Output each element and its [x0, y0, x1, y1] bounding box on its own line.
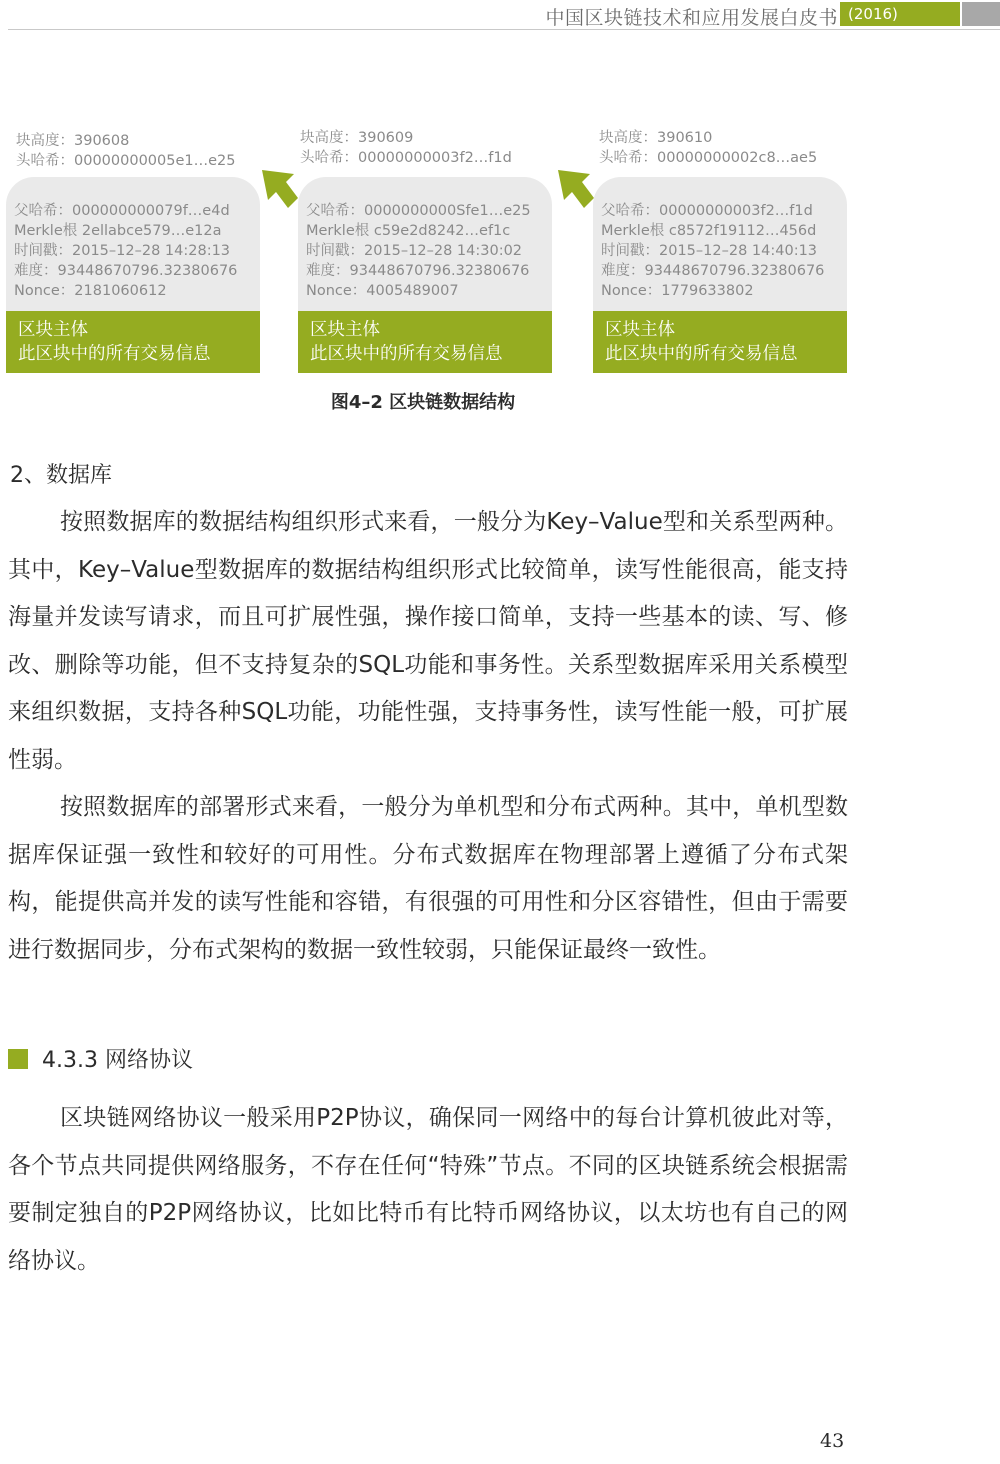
header-divider	[8, 29, 1000, 30]
block-header-fields	[601, 201, 824, 301]
parent-hash: 父哈希：00000000003f2…f1d	[601, 203, 813, 219]
nonce: Nonce：2181060612	[14, 283, 167, 299]
header-year-badge: (2016)	[840, 2, 960, 26]
difficulty: 难度：93448670796.32380676	[306, 263, 530, 279]
merkle-root: Merkle根 c8572f19112…456d	[601, 223, 817, 239]
block-390608	[6, 131, 260, 364]
block-header-fields	[14, 201, 237, 301]
block-390609	[298, 128, 552, 364]
block-body-desc: 此区块中的所有交易信息	[310, 344, 503, 364]
header-title: 中国区块链技术和应用发展白皮书	[545, 7, 838, 29]
timestamp: 时间戳：2015–12–28 14:30:02	[306, 243, 523, 259]
block-header-box	[298, 177, 552, 373]
block-390610	[593, 128, 847, 364]
timestamp: 时间戳：2015–12–28 14:40:13	[601, 243, 818, 259]
paragraph: 按照数据库的数据结构组织形式来看，一般分为Key–Value型和关系型两种。其中，Key–Value型数据库的数据结构组织形式比较简单，读写性能很高，能支持海量并发读写请求，而且可扩展性强，操作接口简单，支持一些基本的读、写、修改、删除等功能，但不支持复杂的SQL功能和事务性。关系型数据库采用关系模型来组织数据，支持各种SQL功能，功能性强，支持事务性，读写性能一般，可扩展性弱。	[8, 509, 848, 773]
header-gray-tab	[962, 2, 1000, 26]
section-square-icon	[8, 1049, 28, 1069]
nonce: Nonce：4005489007	[306, 283, 459, 299]
block-body	[593, 311, 847, 373]
difficulty: 难度：93448670796.32380676	[601, 263, 825, 279]
page-number: 43	[820, 1430, 845, 1452]
block-hash: 头哈希：00000000003f2…f1d	[300, 150, 512, 166]
paragraph: 按照数据库的部署形式来看，一般分为单机型和分布式两种。其中，单机型数据库保证强一致性和较好的可用性。分布式数据库在物理部署上遵循了分布式架构，能提供高并发的读写性能和容错，有很强的可用性和分区容错性，但由于需要进行数据同步，分布式架构的数据一致性较弱，只能保证最终一致性。	[8, 794, 848, 963]
merkle-root: Merkle根 c59e2d8242…ef1c	[306, 223, 511, 239]
block-body	[298, 311, 552, 373]
difficulty: 难度：93448670796.32380676	[14, 263, 238, 279]
block-hash: 头哈希：00000000005e1…e25	[16, 153, 236, 169]
block-body	[6, 311, 260, 373]
block-body-title: 区块主体	[605, 320, 675, 340]
timestamp: 时间戳：2015–12–28 14:28:13	[14, 243, 231, 259]
arrow-left-icon	[556, 168, 596, 210]
block-height: 块高度：390608	[16, 133, 130, 149]
arrow-left-icon	[260, 168, 300, 210]
block-header-box	[593, 177, 847, 373]
merkle-root: Merkle根 2ellabce579…e12a	[14, 223, 222, 239]
block-hash: 头哈希：00000000002c8…ae5	[599, 150, 818, 166]
section-heading-database: 2、数据库	[10, 463, 112, 488]
figure-caption: 图4–2 区块链数据结构	[330, 392, 516, 413]
block-body-title: 区块主体	[310, 320, 380, 340]
section-title: 4.3.3 网络协议	[42, 1048, 193, 1073]
page-header	[0, 0, 1000, 32]
block-body-desc: 此区块中的所有交易信息	[605, 344, 798, 364]
block-height: 块高度：390609	[300, 130, 414, 146]
nonce: Nonce：1779633802	[601, 283, 754, 299]
parent-hash: 父哈希：0000000000Sfe1…e25	[306, 203, 531, 219]
block-height: 块高度：390610	[599, 130, 713, 146]
block-header-box	[6, 177, 260, 373]
paragraph: 区块链网络协议一般采用P2P协议，确保同一网络中的每台计算机彼此对等，各个节点共同提供网络服务，不存在任何“特殊”节点。不同的区块链系统会根据需要制定独自的P2P网络协议，比如比特币有比特币网络协议，以太坊也有自己的网络协议。	[8, 1105, 848, 1274]
block-body-desc: 此区块中的所有交易信息	[18, 344, 211, 364]
block-header-fields	[306, 201, 531, 301]
block-body-title: 区块主体	[18, 320, 88, 340]
parent-hash: 父哈希：000000000079f…e4d	[14, 203, 230, 219]
